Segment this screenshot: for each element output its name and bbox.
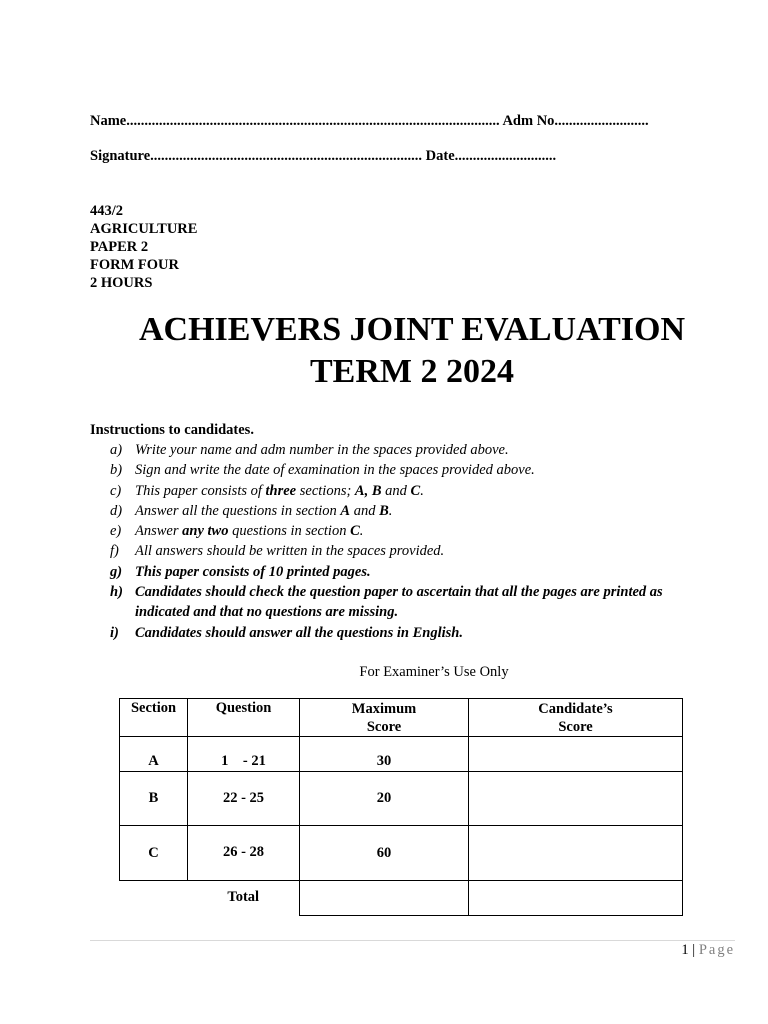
row-candidate-score[interactable] — [469, 772, 683, 826]
header-question: Question — [188, 699, 300, 737]
instruction-label: i) — [110, 624, 119, 641]
header-section: Section — [120, 699, 188, 737]
paper-info — [90, 202, 197, 292]
header-max-score: Maximum Score — [300, 699, 469, 737]
adm-field[interactable]: Adm No.......................... — [502, 113, 649, 129]
instruction-text: Candidates should check the question paper to ascertain that all the pages are printed as indicated and that no questions are missing. — [135, 584, 663, 621]
instruction-text: This paper consists of three sections; A, B and C. — [135, 482, 424, 499]
instruction-text: Answer any two questions in section C. — [135, 523, 364, 540]
instruction-item — [110, 460, 710, 480]
total-max-score[interactable] — [300, 881, 469, 916]
instruction-item — [110, 582, 710, 623]
exam-title-line1: ACHIEVERS JOINT EVALUATION — [138, 311, 686, 348]
exam-title — [60, 309, 764, 393]
signature-field[interactable]: Signature........................................................................... — [90, 148, 423, 164]
form-level: FORM FOUR — [90, 257, 179, 273]
total-row — [120, 881, 683, 916]
signature-line — [90, 148, 556, 165]
instruction-label: f) — [110, 543, 119, 560]
instructions-list — [110, 440, 710, 643]
instruction-label: e) — [110, 523, 122, 540]
instruction-item — [110, 562, 710, 582]
date-field[interactable]: Date............................ — [425, 148, 557, 164]
total-label: Total — [227, 889, 260, 905]
instructions-heading: Instructions to candidates. — [90, 422, 254, 438]
page-footer — [681, 942, 735, 959]
row-section: C — [120, 826, 188, 881]
instruction-label: c) — [110, 482, 122, 499]
score-table-header-row — [120, 699, 683, 737]
page-separator: | — [692, 942, 696, 958]
instruction-text: Write your name and adm number in the spaces provided above. — [135, 442, 509, 458]
row-max-score: 30 — [300, 737, 469, 772]
row-candidate-score[interactable] — [469, 826, 683, 881]
instruction-text: Candidates should answer all the questions in English. — [135, 624, 463, 641]
page-number: 1 — [681, 942, 689, 958]
instruction-label: b) — [110, 462, 123, 479]
name-field[interactable]: Name....................................................................................................... — [90, 113, 500, 129]
row-max-score: 20 — [300, 772, 469, 826]
instruction-item — [110, 501, 710, 521]
table-row — [120, 826, 683, 881]
row-section: A — [120, 737, 188, 772]
paper-number: PAPER 2 — [90, 239, 149, 255]
score-table — [119, 698, 683, 916]
row-question: 26 - 28 — [188, 826, 300, 881]
examiner-use-note: For Examiner’s Use Only — [359, 664, 509, 680]
paper-code: 443/2 — [90, 203, 124, 219]
instruction-text: Sign and write the date of examination in the spaces provided above. — [135, 462, 535, 479]
header-candidate-score: Candidate’s Score — [469, 699, 683, 737]
instruction-item — [110, 521, 710, 541]
subject-name: AGRICULTURE — [90, 221, 198, 237]
row-max-score: 60 — [300, 826, 469, 881]
total-candidate-score[interactable] — [469, 881, 683, 916]
page-label: Page — [698, 942, 735, 958]
instruction-text: This paper consists of 10 printed pages. — [135, 563, 371, 580]
table-row — [120, 772, 683, 826]
exam-title-line2: TERM 2 2024 — [310, 353, 514, 390]
name-line — [90, 113, 649, 130]
instruction-label: g) — [110, 563, 123, 580]
instruction-label: a) — [110, 442, 123, 458]
instruction-item — [110, 481, 710, 501]
instruction-label: d) — [110, 502, 123, 519]
instruction-label: h) — [110, 584, 123, 601]
row-question: 1 - 21 — [188, 737, 300, 772]
instruction-item — [110, 440, 710, 460]
instruction-item — [110, 541, 710, 561]
footer-divider — [90, 940, 735, 941]
row-section: B — [120, 772, 188, 826]
row-question: 22 - 25 — [188, 772, 300, 826]
instruction-item — [110, 623, 710, 643]
exam-duration: 2 HOURS — [90, 275, 153, 291]
row-candidate-score[interactable] — [469, 737, 683, 772]
table-row — [120, 737, 683, 772]
instruction-text: All answers should be written in the spaces provided. — [135, 543, 445, 560]
instruction-text: Answer all the questions in section A and B. — [135, 502, 393, 519]
